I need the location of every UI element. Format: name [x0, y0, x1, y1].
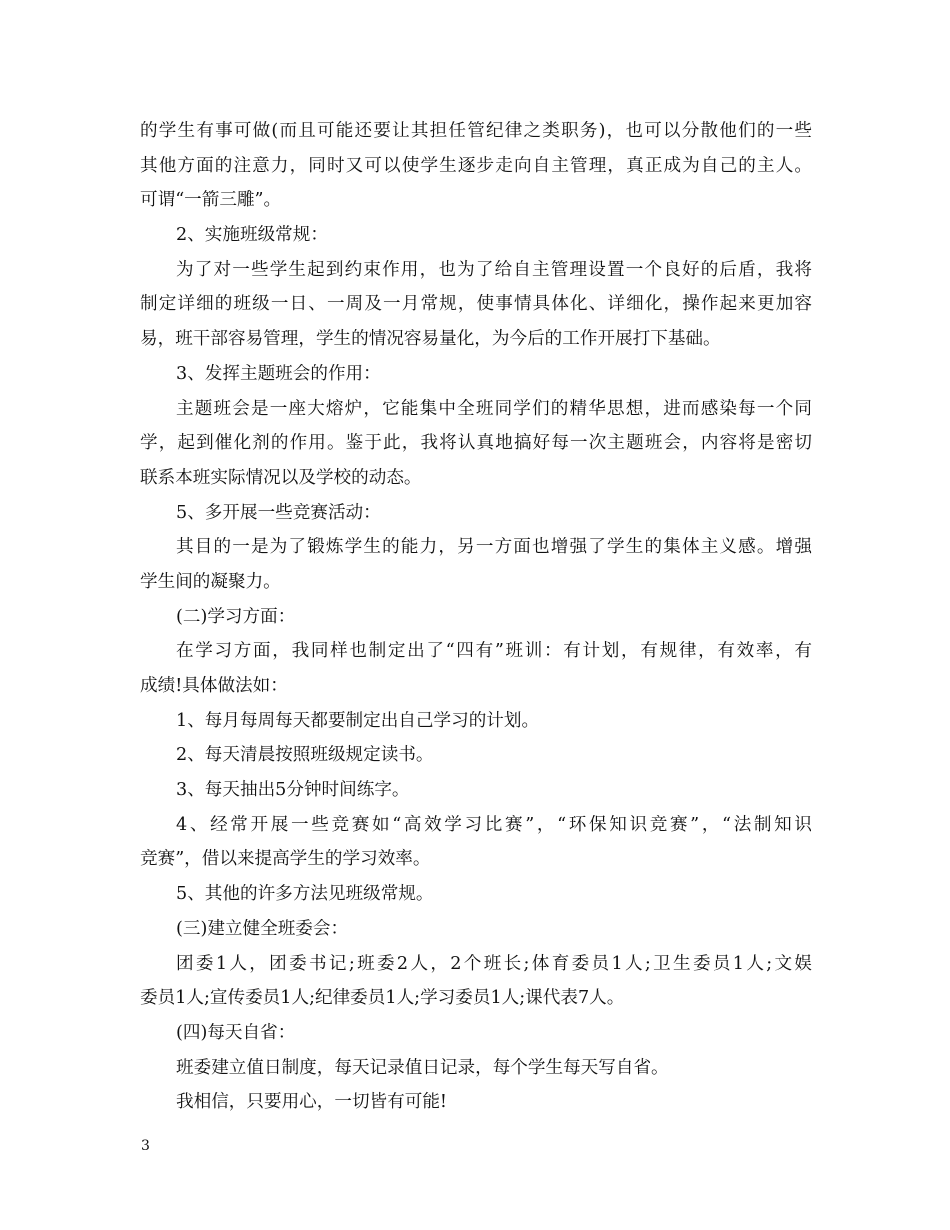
text-line: 制定详细的班级一日、一周及一月常规，使事情具体化、详细化，操作起来更加容: [140, 294, 812, 315]
section-heading: (三)建立健全班委会：: [176, 918, 349, 939]
text-line: 委员1人;宣传委员1人;纪律委员1人;学习委员1人;课代表7人。: [140, 988, 625, 1009]
list-item: 3、每天抽出5分钟时间练字。: [176, 780, 410, 801]
text-line: 班委建立值日制度，每天记录值日记录，每个学生每天写自省。: [176, 1057, 669, 1078]
list-item: 2、每天清晨按照班级规定读书。: [176, 745, 434, 766]
text-line: 在学习方面，我同样也制定出了“四有”班训：有计划，有规律，有效率，有: [176, 641, 812, 662]
text-line: 其他方面的注意力，同时又可以使学生逐步走向自主管理，真正成为自己的主人。: [140, 155, 812, 176]
text-line: 联系本班实际情况以及学校的动态。: [140, 467, 422, 488]
text-line: 团委1人，团委书记;班委2人，2个班长;体育委员1人;卫生委员1人;文娱: [176, 953, 812, 974]
section-heading: 3、发挥主题班会的作用：: [176, 363, 381, 384]
list-item: 5、其他的许多方法见班级常规。: [176, 884, 434, 905]
section-heading: 5、多开展一些竞赛活动：: [176, 502, 381, 523]
text-line: 其目的一是为了锻炼学生的能力，另一方面也增强了学生的集体主义感。增强: [176, 537, 812, 558]
list-item: 1、每月每周每天都要制定出自己学习的计划。: [176, 710, 540, 731]
text-line: 为了对一些学生起到约束作用，也为了给自主管理设置一个良好的后盾，我将: [176, 259, 812, 280]
body-text: [140, 114, 812, 1120]
text-line: 的学生有事可做(而且可能还要让其担任管纪律之类职务)，也可以分散他们的一些: [140, 121, 812, 141]
text-line: 学生间的凝聚力。: [140, 571, 281, 592]
text-line: 可谓“一箭三雕”。: [140, 190, 282, 211]
list-item: 4、经常开展一些竞赛如“高效学习比赛”，“环保知识竞赛”，“法制知识: [176, 814, 812, 835]
section-heading: (四)每天自省：: [176, 1022, 296, 1043]
text-line: 成绩!具体做法如：: [140, 676, 288, 696]
section-heading: 2、实施班级常规：: [176, 225, 328, 246]
text-line: 学，起到催化剂的作用。鉴于此，我将认真地搞好每一次主题班会，内容将是密切: [140, 433, 812, 454]
section-heading: (二)学习方面：: [176, 606, 296, 627]
text-line: 竞赛”，借以来提高学生的学习效率。: [140, 849, 431, 870]
text-line: 我相信，只要用心，一切皆有可能!: [176, 1092, 447, 1113]
page-number: 3: [141, 1138, 150, 1154]
text-line: 主题班会是一座大熔炉，它能集中全班同学们的精华思想，进而感染每一个同: [176, 398, 812, 419]
text-line: 易，班干部容易管理，学生的情况容易量化，为今后的工作开展打下基础。: [140, 329, 721, 350]
